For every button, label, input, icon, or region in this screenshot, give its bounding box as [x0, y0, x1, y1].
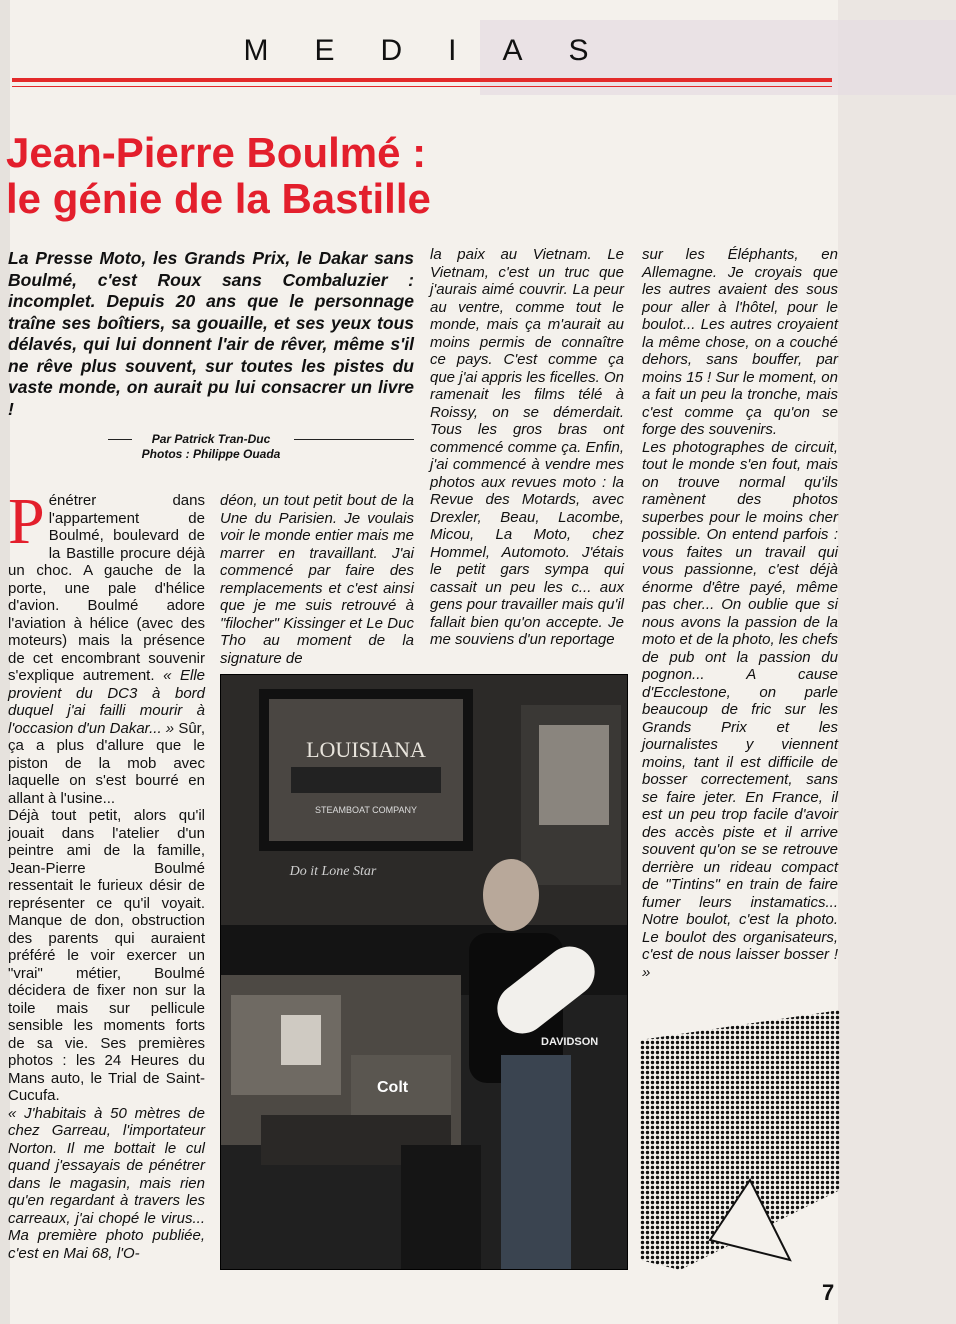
col1-paragraph-1-end: Sûr, ça a plus d'allure que le piston de la mob avec laquelle on s'est bourré en allant à l'usine...	[8, 719, 206, 807]
byline-photos: Photos : Philippe Ouada	[141, 447, 281, 461]
decorative-halftone-shape	[640, 1010, 840, 1270]
title-line-1: Jean-Pierre Boulmé :	[6, 129, 427, 176]
col1-paragraph-3: « J'habitais à 50 mètres de chez Garreau, l'importateur Norton. Il me bottait le cul quand j'essayais de pénétrer dans le magasin, mais rien qu'en regardant à travers les carreaux, j'ai chopé le virus... Ma première photo publiée, c'est en Mai 68, l'O-	[8, 1104, 205, 1262]
byline-rule-right	[294, 439, 414, 440]
next-page-title-bleed	[720, 150, 730, 192]
neon-sign-text: Do it Lone Star	[289, 864, 377, 879]
article-title	[6, 130, 566, 222]
column-1	[8, 485, 206, 1262]
section-header: MEDIAS	[243, 34, 635, 67]
byline-author: Par Patrick Tran-Duc	[151, 432, 271, 446]
title-line-2: le génie de la Bastille	[6, 175, 431, 222]
page-number: 7	[822, 1280, 835, 1305]
colt-box-text: Colt	[377, 1079, 409, 1096]
sign-text-2: STEAMBOAT COMPANY	[314, 805, 418, 815]
byline-rule-left	[108, 439, 132, 440]
column-3: la paix au Vietnam. Le Vietnam, c'est un truc que j'aurais aimé couvrir. La peur au ventre, comme tout le monde, mais ça m'aurait au moins permis de connaître ce pays. C'est comme ça que j'ai appris les ficelles. On ramenait les films télé à Roissy, on se démerdait. Tous les gros bras ont commencé comme ça. Enfin, j'ai commencé à vendre mes photos aux revues moto : la Revue des Motards, avec Drexler, Beau, Lacombe, Micou, La Moto, chez Hommel, Automoto. J'étais le petit gars sympa qui cassait un peu les c... aux gens pour travailler mais qu'il fallait bien qu'on accepte. Je me souviens d'un reportage	[430, 246, 624, 648]
header-rule	[12, 78, 832, 82]
col4-paragraph-1: sur les Éléphants, en Allemagne. Je croyais que les autres avaient des sous pour aller à l'hôtel, pour le boulot... Les autres croyaient la même chose, on a couché dehors, sans bouffer, par moins 15 ! Sur le moment, on a fait un peu la tronche, mais c'est comme ça qu'on se forge des souvenirs.	[642, 246, 838, 438]
col4-paragraph-2: Les photographes de circuit, tout le monde s'en fout, mais on trouve normal qu'ils ramènent des photos superbes pour le moins cher possible. On entend parfois : vous faites un travail qui vous passionne, c'est déjà énorme d'être payé, même pas cher... On oublie que si nous avons la passion de la moto et de la photo, les chefs de pub ont la passion du pognon... A cause d'Ecclestone, on parle beaucoup de fric sur les Grands Prix et les journalistes y viennent moins, tant il est difficile de bosser correctement, sans se faire jeter. En France, il est un peu trop facile d'avoir des accès piste et il arrive souvent qu'on se se retrouve derrière un rideau compact de "Tintins" en train de faire fumer leurs instamatics... Notre boulot, c'est la photo. Le boulot des organisateurs, c'est de nous laisser bosser ! »	[642, 438, 838, 981]
column-2: déon, un tout petit bout de la Une du Parisien. Je voulais voir le monde entier mais me marrer en travaillant. J'ai commencé par faire des remplacements et c'est ainsi que je me suis retrouvé à "filocher" Kissinger et Le Duc Tho au moment de la signature de	[220, 492, 414, 667]
byline	[8, 432, 414, 462]
drop-cap: P	[8, 485, 45, 558]
photo-boulme-at-desk	[220, 674, 628, 1270]
col1-paragraph-2: Déjà tout petit, alors qu'il jouait dans l'atelier d'un peintre ami de la famille, Jean-Pierre Boulmé ressentait le furieux désir de représenter ce qu'il voyait. Manque de don, obstruction des parents qui auraient préféré le voir exercer un "vrai" métier, Boulmé décidera de fixer non sur la toile mais sur pellicule sensible les moments forts de sa vie. Ses premières photos : les 24 Heures du Mans auto, le Trial de Saint-Cucufa.	[8, 807, 205, 1104]
col1-paragraph-1: énétrer dans l'appartement de Boulmé, boulevard de la Bastille procure déjà un choc. A gauche de la porte, une pale d'hélice d'avion. Boulmé adore l'aviation à hélice (avec des moteurs) mais la présence de cet encombrant souvenir s'explique autrement.	[8, 492, 205, 684]
next-page-strip	[838, 0, 956, 1324]
photo-illustration	[221, 675, 627, 1269]
header-rule-thin	[12, 86, 832, 87]
col1-quote: « Elle provient du DC3 à bord duquel j'ai failli mourir à l'occasion d'un Dakar... »	[8, 667, 205, 737]
shirt-text: DAVIDSON	[541, 1036, 599, 1048]
sign-text-1: LOUISIANA	[306, 737, 426, 762]
column-4	[642, 246, 838, 981]
lead-paragraph: La Presse Moto, les Grands Prix, le Dakar sans Boulmé, c'est Roux sans Combaluzier : incomplet. Depuis 20 ans que le personnage traîne ses boîtiers, sa gouaille, et ses yeux tous délavés, qui lui donnent l'air de rêver, même s'il ne rêve plus souvent, sur toutes les pistes du vaste monde, on aurait pu lui consacrer un livre !	[8, 248, 414, 419]
